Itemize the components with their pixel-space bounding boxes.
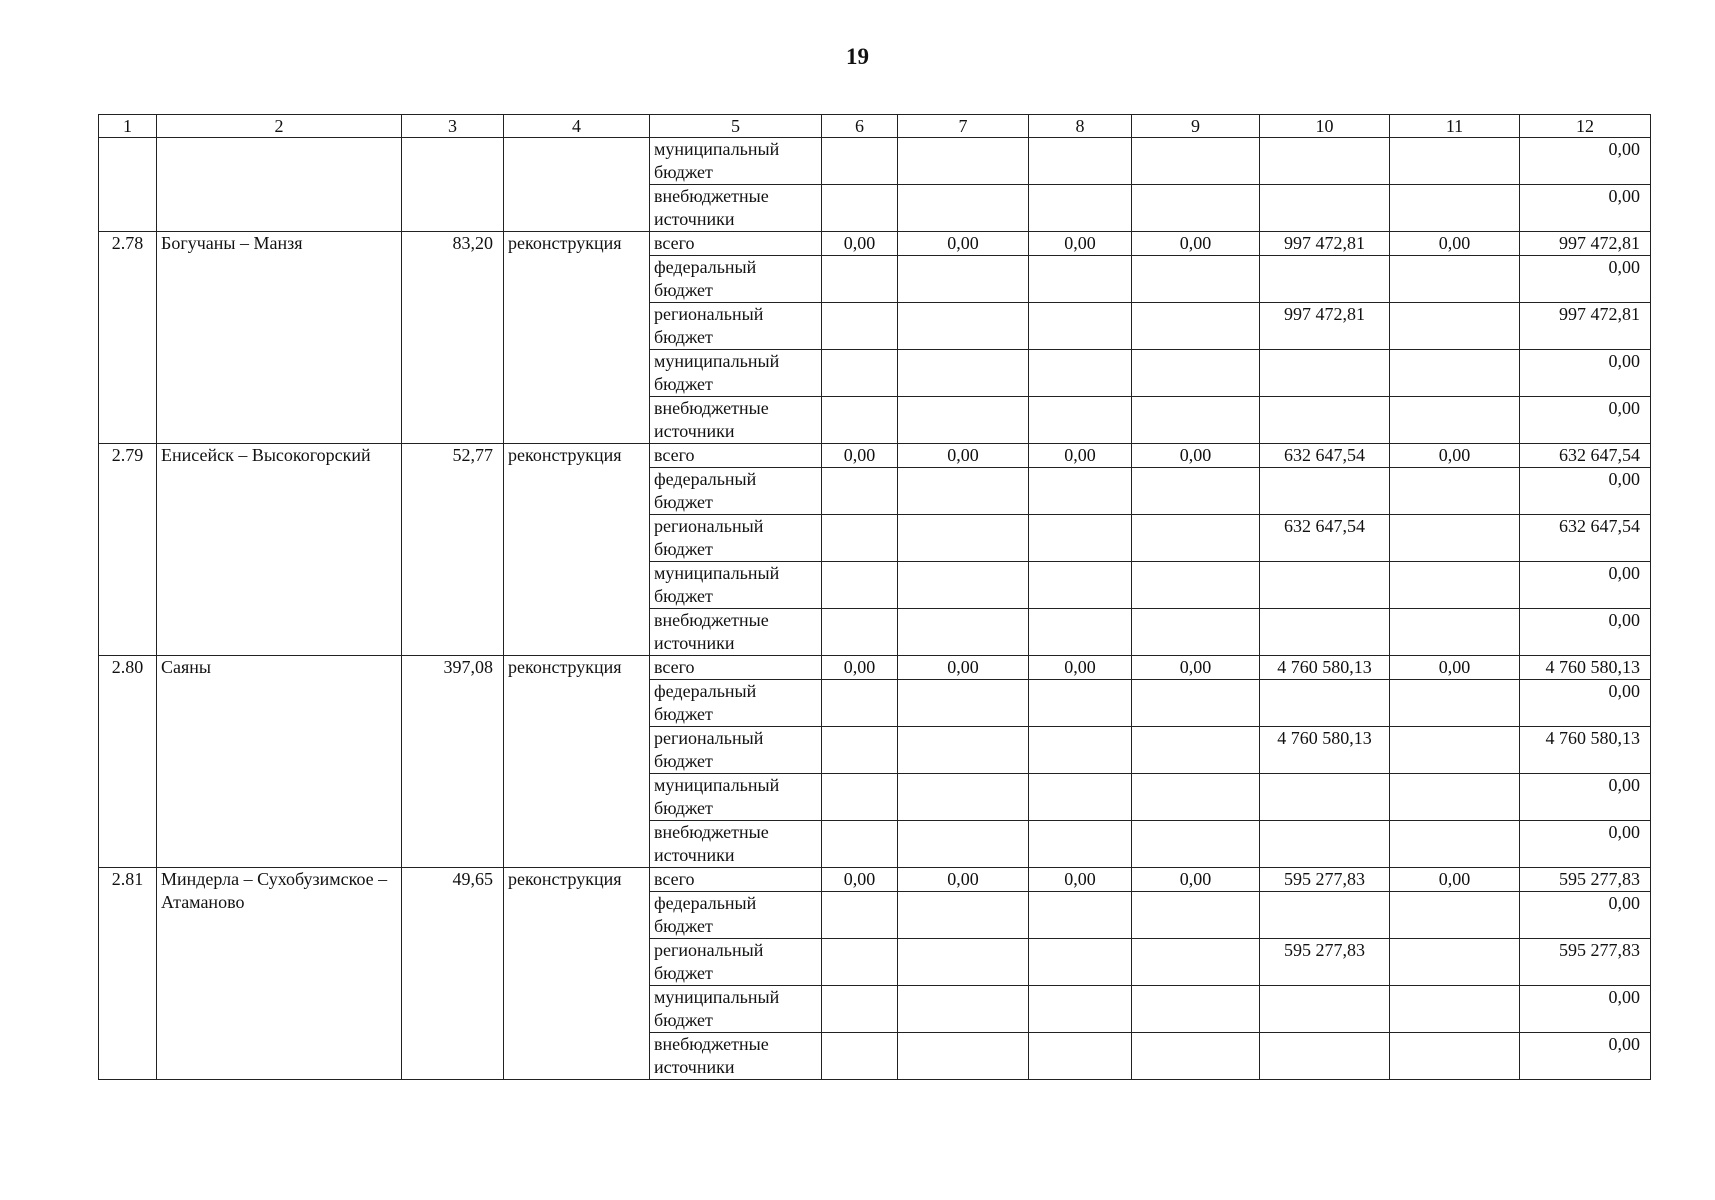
funding-source-cell: федеральный бюджет — [650, 892, 822, 939]
total-cell: 0,00 — [1520, 986, 1651, 1033]
value-cell — [1260, 468, 1390, 515]
value-cell — [898, 892, 1029, 939]
value-cell — [1260, 397, 1390, 444]
value-cell — [898, 939, 1029, 986]
value-cell — [822, 680, 898, 727]
value-cell — [822, 397, 898, 444]
value-cell: 0,00 — [898, 232, 1029, 256]
value-cell — [1132, 138, 1260, 185]
value-cell — [898, 350, 1029, 397]
value-cell — [898, 986, 1029, 1033]
value-cell: 0,00 — [1132, 232, 1260, 256]
value-cell: 0,00 — [1390, 868, 1520, 892]
value-cell — [822, 1033, 898, 1080]
total-cell: 0,00 — [1520, 350, 1651, 397]
total-cell: 595 277,83 — [1520, 868, 1651, 892]
value-cell — [1029, 609, 1132, 656]
value-cell — [1390, 256, 1520, 303]
header-row — [99, 115, 1651, 138]
value-cell — [1390, 397, 1520, 444]
value-cell — [898, 609, 1029, 656]
header-cell: 6 — [822, 115, 898, 138]
value-cell: 4 760 580,13 — [1260, 656, 1390, 680]
value-cell: 0,00 — [898, 656, 1029, 680]
value-cell — [1132, 515, 1260, 562]
value-cell — [1390, 515, 1520, 562]
value-cell — [898, 397, 1029, 444]
value-cell — [1260, 609, 1390, 656]
value-cell — [898, 138, 1029, 185]
value-cell — [822, 468, 898, 515]
value-cell: 0,00 — [1132, 444, 1260, 468]
header-cell: 10 — [1260, 115, 1390, 138]
row-number-cell: 2.81 — [99, 868, 157, 1080]
total-cell: 0,00 — [1520, 468, 1651, 515]
value-cell: 0,00 — [1390, 444, 1520, 468]
value-cell: 0,00 — [1390, 656, 1520, 680]
header-cell: 7 — [898, 115, 1029, 138]
value-cell — [1132, 256, 1260, 303]
total-cell: 997 472,81 — [1520, 232, 1651, 256]
value-cell: 0,00 — [1029, 656, 1132, 680]
funding-source-cell: региональный бюджет — [650, 939, 822, 986]
value-cell — [1029, 397, 1132, 444]
value-cell — [1132, 774, 1260, 821]
value-cell: 632 647,54 — [1260, 515, 1390, 562]
value-cell: 0,00 — [898, 444, 1029, 468]
value-cell: 0,00 — [822, 232, 898, 256]
funding-source-cell: внебюджетные источники — [650, 185, 822, 232]
value-cell — [898, 774, 1029, 821]
value-cell — [822, 256, 898, 303]
funding-source-cell: федеральный бюджет — [650, 256, 822, 303]
value-cell — [822, 185, 898, 232]
value-cell — [1029, 468, 1132, 515]
funding-source-cell: федеральный бюджет — [650, 468, 822, 515]
row-number-cell — [99, 138, 157, 232]
value-cell — [1132, 939, 1260, 986]
value-cell: 0,00 — [898, 868, 1029, 892]
work-type-cell: реконструкция — [504, 444, 650, 656]
value-cell — [1260, 892, 1390, 939]
value-cell: 595 277,83 — [1260, 939, 1390, 986]
value-cell — [1029, 727, 1132, 774]
header-cell: 8 — [1029, 115, 1132, 138]
header-cell: 1 — [99, 115, 157, 138]
value-cell: 595 277,83 — [1260, 868, 1390, 892]
value-cell — [822, 821, 898, 868]
funding-source-cell: всего — [650, 232, 822, 256]
value-cell — [898, 821, 1029, 868]
value-cell — [1029, 138, 1132, 185]
value-cell — [1390, 892, 1520, 939]
value-cell — [1390, 185, 1520, 232]
value-cell — [1132, 892, 1260, 939]
value-cell — [822, 939, 898, 986]
funding-source-cell: региональный бюджет — [650, 303, 822, 350]
value-cell — [1029, 821, 1132, 868]
value-cell — [1029, 515, 1132, 562]
value-cell — [1132, 1033, 1260, 1080]
section-total-row — [99, 444, 1651, 468]
total-cell: 0,00 — [1520, 185, 1651, 232]
value-cell — [1132, 609, 1260, 656]
header-cell: 12 — [1520, 115, 1651, 138]
value-cell — [898, 727, 1029, 774]
value-cell — [1260, 680, 1390, 727]
value-cell — [1260, 774, 1390, 821]
budget-table — [98, 114, 1651, 1080]
funding-source-cell: всего — [650, 868, 822, 892]
length-cell — [402, 138, 504, 232]
header-cell: 9 — [1132, 115, 1260, 138]
length-cell: 83,20 — [402, 232, 504, 444]
section-total-row — [99, 232, 1651, 256]
length-cell: 52,77 — [402, 444, 504, 656]
value-cell — [822, 727, 898, 774]
work-type-cell: реконструкция — [504, 232, 650, 444]
value-cell — [1260, 821, 1390, 868]
value-cell — [1132, 821, 1260, 868]
value-cell — [1260, 986, 1390, 1033]
value-cell — [1132, 185, 1260, 232]
value-cell — [898, 1033, 1029, 1080]
funding-source-cell: внебюджетные источники — [650, 397, 822, 444]
section-total-row — [99, 868, 1651, 892]
work-type-cell: реконструкция — [504, 868, 650, 1080]
value-cell — [1390, 774, 1520, 821]
funding-source-cell: муниципальный бюджет — [650, 986, 822, 1033]
road-name-cell: Богучаны – Манзя — [157, 232, 402, 444]
road-name-cell — [157, 138, 402, 232]
value-cell — [822, 138, 898, 185]
value-cell — [1132, 727, 1260, 774]
funding-source-cell: муниципальный бюджет — [650, 138, 822, 185]
page-number: 19 — [846, 44, 869, 69]
total-cell: 632 647,54 — [1520, 515, 1651, 562]
total-cell: 997 472,81 — [1520, 303, 1651, 350]
road-name-cell: Енисейск – Высокогорский — [157, 444, 402, 656]
value-cell — [1132, 468, 1260, 515]
value-cell — [1260, 1033, 1390, 1080]
value-cell — [898, 303, 1029, 350]
value-cell — [1029, 939, 1132, 986]
value-cell — [1260, 138, 1390, 185]
total-cell: 4 760 580,13 — [1520, 727, 1651, 774]
value-cell — [898, 680, 1029, 727]
header-cell: 5 — [650, 115, 822, 138]
value-cell — [898, 256, 1029, 303]
value-cell — [822, 774, 898, 821]
row-number-cell: 2.78 — [99, 232, 157, 444]
total-cell: 0,00 — [1520, 397, 1651, 444]
value-cell — [1132, 562, 1260, 609]
value-cell — [1029, 774, 1132, 821]
value-cell — [1132, 397, 1260, 444]
value-cell — [822, 609, 898, 656]
value-cell — [898, 185, 1029, 232]
road-name-cell: Миндерла – Сухобузимское – Атаманово — [157, 868, 402, 1080]
value-cell: 0,00 — [822, 868, 898, 892]
total-cell: 4 760 580,13 — [1520, 656, 1651, 680]
value-cell — [822, 515, 898, 562]
value-cell — [1390, 680, 1520, 727]
value-cell — [1132, 680, 1260, 727]
value-cell: 0,00 — [822, 656, 898, 680]
header-cell: 2 — [157, 115, 402, 138]
value-cell: 997 472,81 — [1260, 232, 1390, 256]
total-cell: 0,00 — [1520, 892, 1651, 939]
value-cell: 0,00 — [1132, 656, 1260, 680]
funding-source-cell: муниципальный бюджет — [650, 562, 822, 609]
funding-source-cell: муниципальный бюджет — [650, 774, 822, 821]
value-cell — [1132, 986, 1260, 1033]
table-row — [99, 138, 1651, 185]
section-total-row — [99, 656, 1651, 680]
value-cell — [1390, 1033, 1520, 1080]
value-cell — [1260, 256, 1390, 303]
value-cell — [1029, 185, 1132, 232]
value-cell: 4 760 580,13 — [1260, 727, 1390, 774]
value-cell — [1260, 185, 1390, 232]
value-cell: 0,00 — [1029, 868, 1132, 892]
funding-source-cell: федеральный бюджет — [650, 680, 822, 727]
value-cell — [1390, 562, 1520, 609]
value-cell — [898, 515, 1029, 562]
value-cell — [1390, 821, 1520, 868]
funding-source-cell: внебюджетные источники — [650, 821, 822, 868]
length-cell: 49,65 — [402, 868, 504, 1080]
funding-source-cell: региональный бюджет — [650, 515, 822, 562]
value-cell — [1260, 562, 1390, 609]
value-cell — [1029, 1033, 1132, 1080]
value-cell — [1390, 609, 1520, 656]
value-cell — [822, 350, 898, 397]
total-cell: 632 647,54 — [1520, 444, 1651, 468]
value-cell — [1029, 562, 1132, 609]
funding-source-cell: муниципальный бюджет — [650, 350, 822, 397]
total-cell: 0,00 — [1520, 680, 1651, 727]
total-cell: 0,00 — [1520, 138, 1651, 185]
value-cell — [1132, 350, 1260, 397]
funding-source-cell: региональный бюджет — [650, 727, 822, 774]
value-cell — [1390, 138, 1520, 185]
value-cell — [1390, 986, 1520, 1033]
table-body — [99, 115, 1651, 1080]
value-cell — [1390, 727, 1520, 774]
value-cell — [898, 562, 1029, 609]
value-cell — [822, 562, 898, 609]
total-cell: 0,00 — [1520, 821, 1651, 868]
value-cell — [1029, 303, 1132, 350]
value-cell — [898, 468, 1029, 515]
row-number-cell: 2.79 — [99, 444, 157, 656]
value-cell — [1390, 468, 1520, 515]
value-cell: 0,00 — [1029, 232, 1132, 256]
funding-source-cell: всего — [650, 656, 822, 680]
total-cell: 595 277,83 — [1520, 939, 1651, 986]
row-number-cell: 2.80 — [99, 656, 157, 868]
road-name-cell: Саяны — [157, 656, 402, 868]
funding-source-cell: внебюджетные источники — [650, 609, 822, 656]
value-cell — [822, 892, 898, 939]
value-cell: 632 647,54 — [1260, 444, 1390, 468]
header-cell: 4 — [504, 115, 650, 138]
total-cell: 0,00 — [1520, 774, 1651, 821]
length-cell: 397,08 — [402, 656, 504, 868]
value-cell — [1029, 892, 1132, 939]
header-cell: 3 — [402, 115, 504, 138]
value-cell — [1132, 303, 1260, 350]
value-cell — [1260, 350, 1390, 397]
total-cell: 0,00 — [1520, 562, 1651, 609]
work-type-cell — [504, 138, 650, 232]
value-cell — [1029, 680, 1132, 727]
value-cell: 997 472,81 — [1260, 303, 1390, 350]
funding-source-cell: всего — [650, 444, 822, 468]
value-cell — [1029, 256, 1132, 303]
value-cell — [1390, 350, 1520, 397]
value-cell — [1390, 303, 1520, 350]
value-cell: 0,00 — [822, 444, 898, 468]
funding-source-cell: внебюджетные источники — [650, 1033, 822, 1080]
value-cell — [1029, 986, 1132, 1033]
work-type-cell: реконструкция — [504, 656, 650, 868]
header-cell: 11 — [1390, 115, 1520, 138]
value-cell: 0,00 — [1132, 868, 1260, 892]
total-cell: 0,00 — [1520, 609, 1651, 656]
total-cell: 0,00 — [1520, 256, 1651, 303]
total-cell: 0,00 — [1520, 1033, 1651, 1080]
value-cell — [822, 303, 898, 350]
value-cell: 0,00 — [1390, 232, 1520, 256]
value-cell: 0,00 — [1029, 444, 1132, 468]
value-cell — [822, 986, 898, 1033]
value-cell — [1029, 350, 1132, 397]
value-cell — [1390, 939, 1520, 986]
